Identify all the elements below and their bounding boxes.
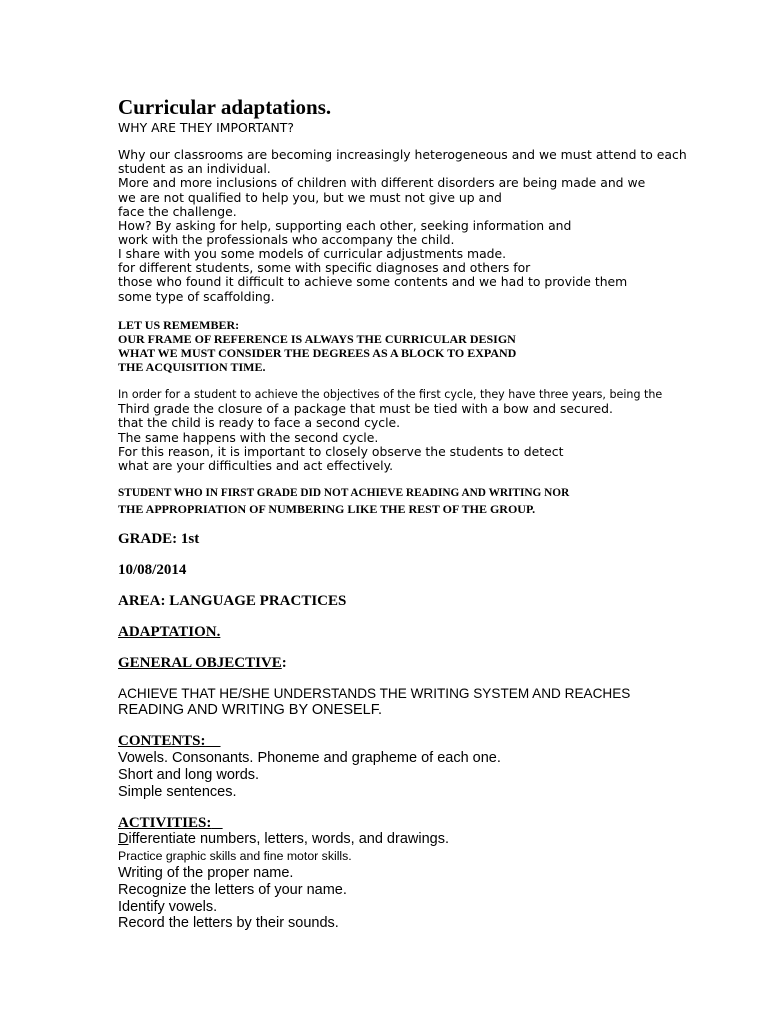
activities-small-line: Practice graphic skills and fine motor skills. — [118, 849, 352, 863]
intro-line: face the challenge. — [118, 204, 237, 219]
activities-heading — [118, 815, 223, 832]
intro-line: How? By asking for help, supporting each other, seeking information and — [118, 218, 572, 233]
document-title: Curricular adaptations. — [118, 95, 332, 119]
intro-line: Why our classrooms are becoming increasingly heterogeneous and we must attend to each — [118, 147, 687, 162]
intro-line: work with the professionals who accompany the child. — [118, 232, 455, 247]
activities-line: Identify vowels. — [118, 899, 218, 915]
general-objective-label: GENERAL OBJECTIVE — [118, 655, 282, 671]
contents-underline-pad — [206, 733, 221, 749]
intro-line: I share with you some models of curricular adjustments made. — [118, 246, 507, 261]
cycle-small-line: In order for a student to achieve the objectives of the first cycle, they have three years, being the — [118, 388, 663, 401]
remember-line: OUR FRAME OF REFERENCE IS ALWAYS THE CURRICULAR DESIGN — [118, 332, 516, 346]
contents-heading — [118, 733, 221, 750]
remember-line: WHAT WE MUST CONSIDER THE DEGREES AS A BLOCK TO EXPAND — [118, 346, 517, 360]
contents-label: CONTENTS: — [118, 733, 206, 749]
grade-heading: GRADE: 1st — [118, 531, 200, 547]
remember-line: LET US REMEMBER: — [118, 318, 240, 332]
student-line: THE APPROPRIATION OF NUMBERING LIKE THE REST OF THE GROUP. — [118, 502, 536, 516]
intro-line: student as an individual. — [118, 161, 271, 176]
date-heading: 10/08/2014 — [118, 562, 187, 578]
objective-line: ACHIEVE THAT HE/SHE UNDERSTANDS THE WRITING SYSTEM AND REACHES — [118, 686, 631, 701]
objective-line: READING AND WRITING BY ONESELF. — [118, 702, 383, 718]
contents-line: Simple sentences. — [118, 784, 237, 800]
activities-first-rest: ifferentiate numbers, letters, words, and drawings. — [128, 831, 449, 847]
intro-line: More and more inclusions of children with different disorders are being made and we — [118, 175, 646, 190]
activities-line: Record the letters by their sounds. — [118, 915, 339, 931]
activities-first-initial: D — [118, 831, 129, 847]
activities-line-first — [118, 831, 449, 847]
general-objective-colon: : — [281, 655, 287, 671]
remember-line: THE ACQUISITION TIME. — [118, 360, 266, 374]
adaptation-heading: ADAPTATION. — [118, 624, 221, 640]
contents-line: Short and long words. — [118, 767, 260, 783]
activities-underline-pad — [211, 815, 222, 831]
cycle-line: Third grade the closure of a package that must be tied with a bow and secured. — [118, 401, 613, 416]
area-heading: AREA: LANGUAGE PRACTICES — [118, 593, 347, 609]
cycle-line: that the child is ready to face a second cycle. — [118, 415, 401, 430]
cycle-line: The same happens with the second cycle. — [118, 430, 379, 445]
general-objective-heading — [118, 655, 287, 672]
activities-line: Recognize the letters of your name. — [118, 882, 347, 898]
contents-line: Vowels. Consonants. Phoneme and grapheme of each one. — [118, 750, 501, 766]
activities-line: Writing of the proper name. — [118, 865, 294, 881]
cycle-line: what are your difficulties and act effectively. — [118, 458, 394, 473]
intro-line: for different students, some with specific diagnoses and others for — [118, 260, 531, 275]
student-line: STUDENT WHO IN FIRST GRADE DID NOT ACHIEVE READING AND WRITING NOR — [118, 487, 570, 499]
intro-line: some type of scaffolding. — [118, 289, 275, 304]
document-subtitle: WHY ARE THEY IMPORTANT? — [118, 120, 294, 135]
activities-label: ACTIVITIES: — [118, 815, 212, 831]
cycle-line: For this reason, it is important to closely observe the students to detect — [118, 444, 564, 459]
intro-line: those who found it difficult to achieve some contents and we had to provide them — [118, 274, 628, 289]
intro-line: we are not qualified to help you, but we must not give up and — [118, 190, 502, 205]
